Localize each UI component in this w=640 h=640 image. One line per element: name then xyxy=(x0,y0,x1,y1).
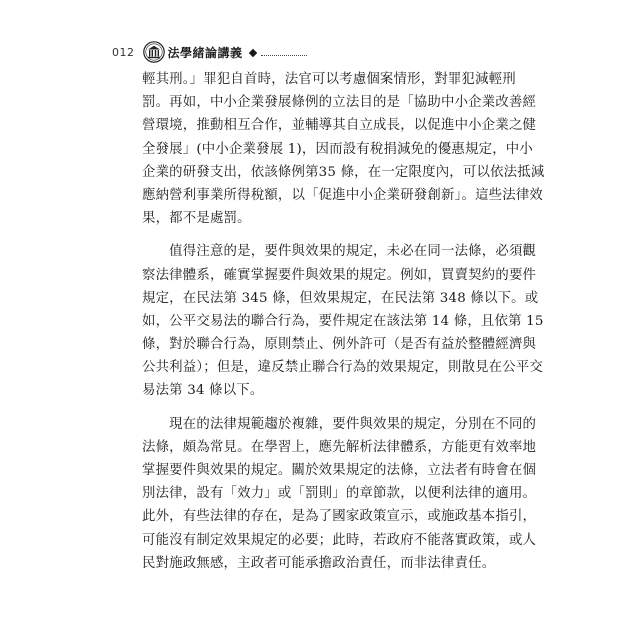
text-line: 此外，有些法律的存在，是為了國家政策宣示，或施政基本指引， xyxy=(142,509,537,525)
text-line: 值得注意的是，要件與效果的規定，未必在同一法條，必須觀 xyxy=(142,244,537,260)
text-line: 公共利益）；但是，違反禁止聯合行為的效果規定，則散見在公平交 xyxy=(142,360,544,376)
body-text xyxy=(142,68,545,575)
paragraph xyxy=(142,68,545,230)
text-line: 輕其刑。」罪犯自首時，法官可以考慮個案情形，對罪犯減輕刑 xyxy=(142,72,516,87)
text-line: 可能沒有制定效果規定的必要；此時，若政府不能落實政策，或人 xyxy=(142,532,537,548)
text-line: 罰。再如，中小企業發展條例的立法目的是「協助中小企業改善經 xyxy=(142,95,537,111)
paragraph xyxy=(142,413,537,575)
book-title: 法學緒論講義 xyxy=(167,45,243,60)
text-line: 全發展」(中小企業發展 1)，因而設有稅捐減免的優惠規定，中小 xyxy=(142,141,533,157)
text-line: 營環境，推動相互合作，並輔導其自立成長，以促進中小企業之健 xyxy=(142,118,537,134)
text-line: 現在的法律規範趨於複雜，要件與效果的規定，分別在不同的 xyxy=(142,416,537,432)
text-line: 條，對於聯合行為，原則禁止、例外許可（是否有益於整體經濟與 xyxy=(142,337,537,353)
text-line: 察法律體系，確實掌握要件與效果的規定。例如，買賣契約的要件 xyxy=(142,267,537,283)
text-line: 易法第 34 條以下。 xyxy=(142,383,264,399)
text-line: 規定，在民法第 345 條，但效果規定，在民法第 348 條以下。或 xyxy=(142,290,539,306)
page-number: 012 xyxy=(112,45,135,59)
text-line: 如，公平交易法的聯合行為，要件規定在該法第 14 條，且依第 15 xyxy=(142,313,544,329)
text-line: 應納營利事業所得稅額，以「促進中小企業研發創新」。這些法律效 xyxy=(142,187,544,203)
dotted-rule xyxy=(261,55,307,56)
text-line: 民對施政無感，主政者可能承擔政治責任，而非法律責任。 xyxy=(142,555,496,571)
text-line: 果，都不是處罰。 xyxy=(142,211,251,227)
text-line: 別法律，設有「效力」或「罰則」的章節款，以便利法律的適用。 xyxy=(142,486,537,502)
courthouse-emblem-icon xyxy=(143,41,165,63)
text-line: 企業的研發支出，依該條例第35 條，在一定限度內，可以依法抵減 xyxy=(142,164,545,180)
paragraph xyxy=(142,240,544,402)
text-line: 法條，頗為常見。在學習上，應先解析法律體系，方能更有效率地 xyxy=(142,439,537,455)
diamond-ornament-icon xyxy=(248,48,256,56)
running-header xyxy=(112,39,307,65)
text-line: 掌握要件與效果的規定。關於效果規定的法條，立法者有時會在個 xyxy=(142,463,537,478)
